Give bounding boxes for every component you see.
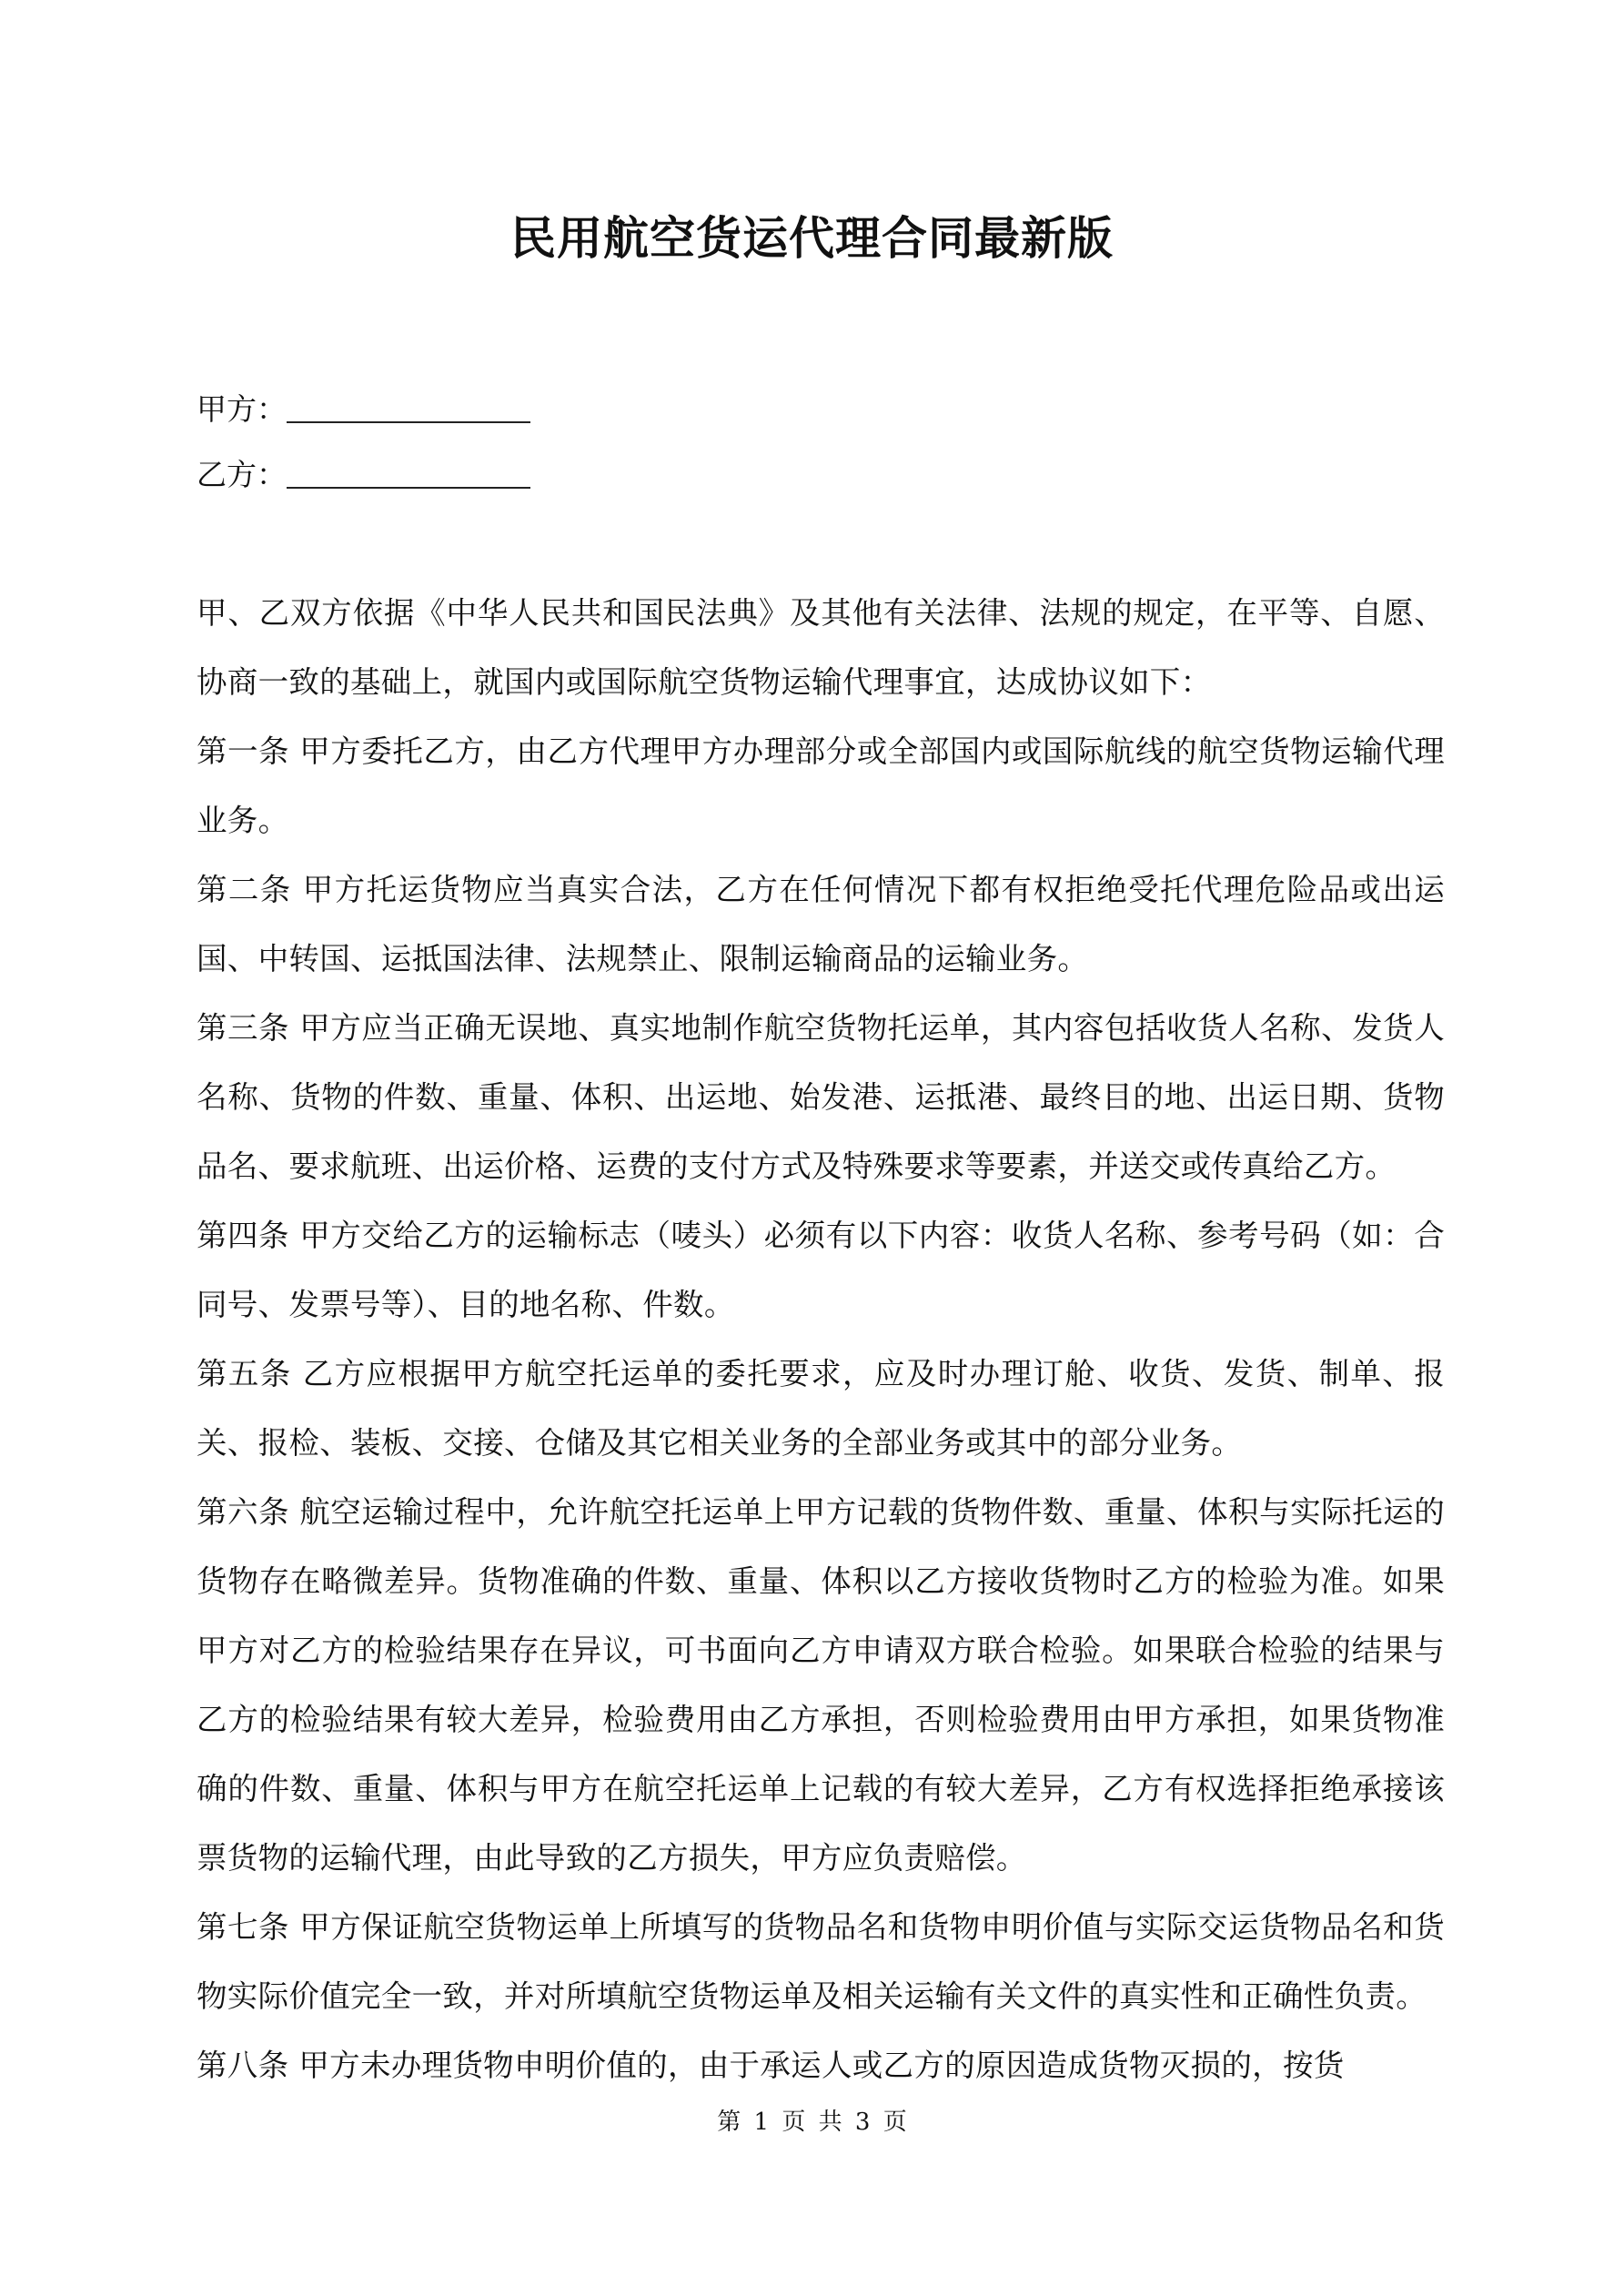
preamble-paragraph: 甲、乙双方依据《中华人民共和国民法典》及其他有关法律、法规的规定，在平等、自愿、协商一致的基础上，就国内或国际航空货物运输代理事宜，达成协议如下： bbox=[197, 595, 1445, 700]
article-2-paragraph: 第二条 甲方托运货物应当真实合法，乙方在任何情况下都有权拒绝受托代理危险品或出运国、中转国、运抵国法律、法规禁止、限制运输商品的运输业务。 bbox=[197, 872, 1445, 976]
party-a-blank bbox=[287, 394, 530, 423]
article-5-paragraph: 第五条 乙方应根据甲方航空托运单的委托要求，应及时办理订舱、收货、发货、制单、报关、报检、装板、交接、仓储及其它相关业务的全部业务或其中的部分业务。 bbox=[197, 1356, 1445, 1461]
document-title: 民用航空货运代理合同最新版 bbox=[510, 212, 1114, 265]
party-b-label: 乙方： bbox=[197, 457, 287, 492]
article-3-paragraph: 第三条 甲方应当正确无误地、真实地制作航空货物托运单，其内容包括收货人名称、发货人名称、货物的件数、重量、体积、出运地、始发港、运抵港、最终目的地、出运日期、货物品名、要求航班、出运价格、运费的支付方式及特殊要求等要素，并送交或传真给乙方。 bbox=[197, 1010, 1445, 1184]
article-6-paragraph: 第六条 航空运输过程中，允许航空托运单上甲方记载的货物件数、重量、体积与实际托运的货物存在略微差异。货物准确的件数、重量、体积以乙方接收货物时乙方的检验为准。如果甲方对乙方的检验结果存在异议，可书面向乙方申请双方联合检验。如果联合检验的结果与乙方的检验结果有较大差异，检验费用由乙方承担，否则检验费用由甲方承担，如果货物准确的件数、重量、体积与甲方在航空托运单上记载的有较大差异，乙方有权选择拒绝承接该票货物的运输代理，由此导致的乙方损失，甲方应负责赔偿。 bbox=[197, 1494, 1445, 1876]
party-a-label: 甲方： bbox=[197, 391, 287, 427]
article-7-paragraph: 第七条 甲方保证航空货物运单上所填写的货物品名和货物申明价值与实际交运货物品名和货物实际价值完全一致，并对所填航空货物运单及相关运输有关文件的真实性和正确性负责。 bbox=[197, 1909, 1445, 2014]
page-footer: 第 1 页 共 3 页 bbox=[717, 2109, 907, 2136]
party-b-line bbox=[197, 457, 530, 493]
party-a-line bbox=[197, 391, 530, 428]
article-8-paragraph: 第八条 甲方未办理货物申明价值的，由于承运人或乙方的原因造成货物灭损的，按货 bbox=[197, 2048, 1345, 2083]
article-4-paragraph: 第四条 甲方交给乙方的运输标志（唛头）必须有以下内容：收货人名称、参考号码（如：合同号、发票号等）、目的地名称、件数。 bbox=[197, 1218, 1445, 1322]
contract-body bbox=[197, 579, 1445, 2100]
article-1-paragraph: 第一条 甲方委托乙方，由乙方代理甲方办理部分或全部国内或国际航线的航空货物运输代理业务。 bbox=[197, 733, 1445, 838]
party-b-blank bbox=[287, 460, 530, 489]
